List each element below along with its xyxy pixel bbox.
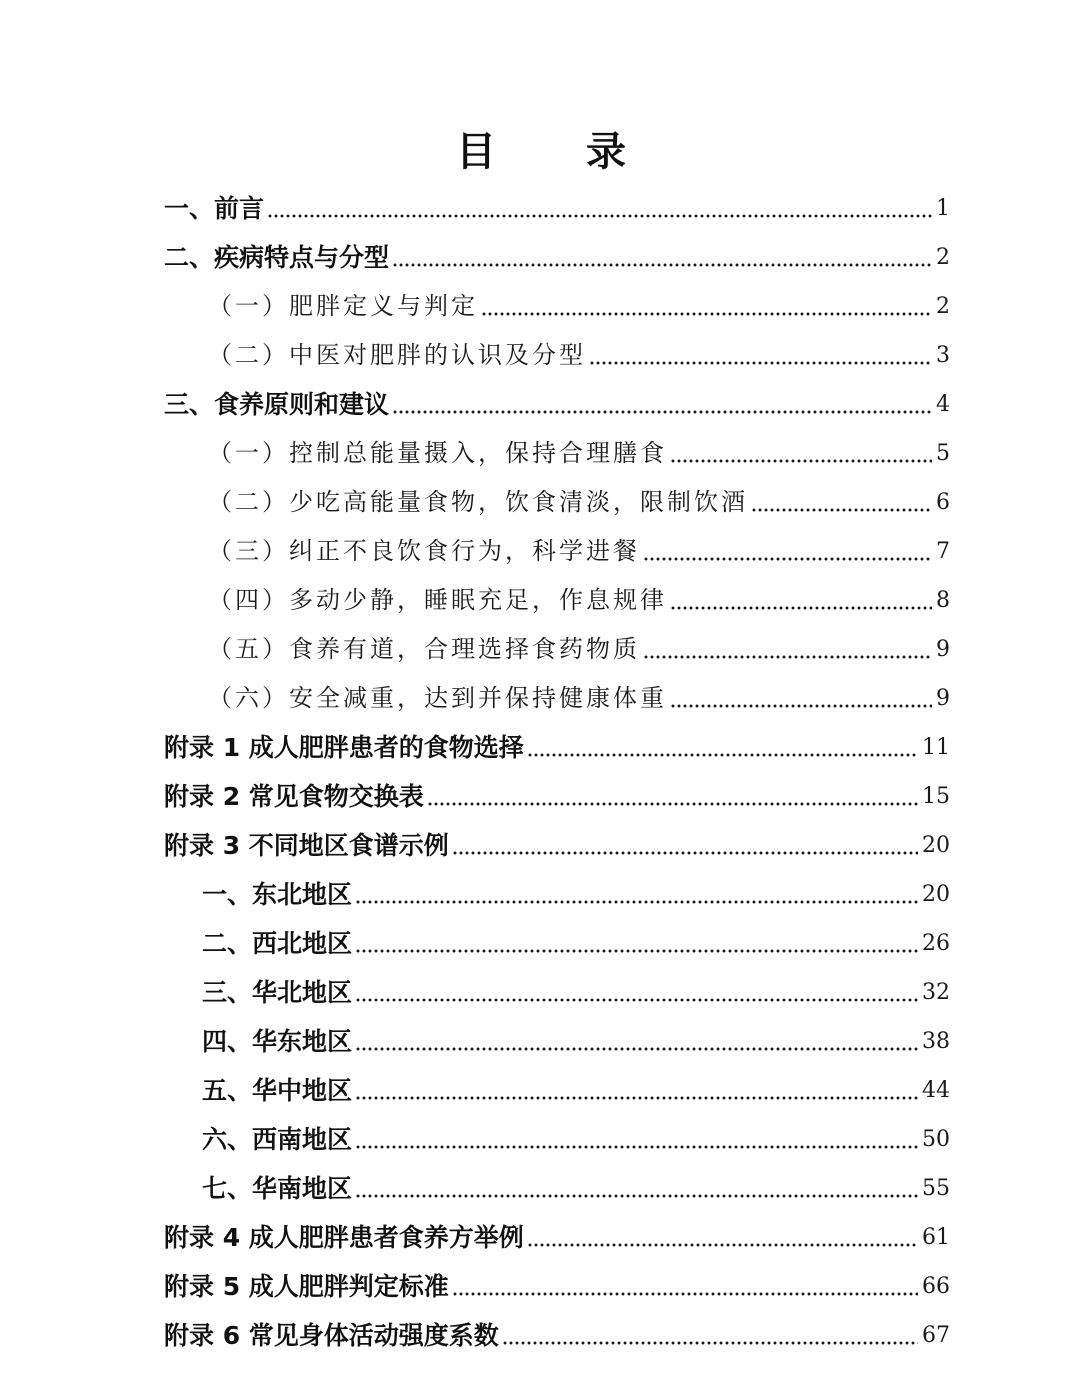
toc-entry-label: （一）控制总能量摄入，保持合理膳食 (208, 439, 667, 467)
toc-entry-label: 一、东北地区 (202, 880, 353, 909)
toc-entry-page: 44 (922, 1078, 950, 1103)
toc-entry-page: 5 (936, 441, 950, 466)
toc-entry-page: 32 (922, 980, 950, 1005)
toc-entry-label: 附录 5 成人肥胖判定标准 (164, 1272, 449, 1301)
toc-leader-dots (452, 850, 918, 856)
toc-entry-obesity-definition[interactable] (208, 282, 950, 331)
toc-leader-dots (392, 409, 932, 415)
toc-leader-dots (481, 311, 932, 317)
toc-entry-label: （六）安全减重，达到并保持健康体重 (208, 684, 667, 712)
toc-leader-dots (643, 556, 932, 562)
toc-entry-label: 二、疾病特点与分型 (164, 243, 390, 272)
toc-leader-dots (355, 1095, 918, 1101)
toc-entry-page: 20 (922, 833, 950, 858)
toc-entry-appendix-5[interactable] (164, 1262, 950, 1311)
toc-entry-label: （一）肥胖定义与判定 (208, 292, 478, 320)
toc-entry-page: 67 (922, 1323, 950, 1348)
toc-entry-region-central[interactable] (202, 1066, 950, 1115)
toc-entry-page: 9 (936, 637, 950, 662)
toc-leader-dots (589, 360, 932, 366)
toc-entry-principle-2[interactable] (208, 478, 950, 527)
toc-entry-label: （五）食养有道，合理选择食药物质 (208, 635, 640, 663)
toc-entry-label: （四）多动少静，睡眠充足，作息规律 (208, 586, 667, 614)
toc-entry-principle-6[interactable] (208, 674, 950, 723)
toc-entry-appendix-4[interactable] (164, 1213, 950, 1262)
toc-entry-page: 9 (936, 686, 950, 711)
toc-leader-dots (355, 948, 918, 954)
toc-entry-page: 6 (936, 490, 950, 515)
toc-entry-label: 四、华东地区 (202, 1027, 353, 1056)
toc-leader-dots (670, 458, 932, 464)
toc-entry-page: 7 (936, 539, 950, 564)
toc-entry-appendix-6[interactable] (164, 1311, 950, 1360)
toc-leader-dots (751, 507, 932, 513)
toc-entry-page: 2 (936, 245, 950, 270)
toc-entry-page: 66 (922, 1274, 950, 1299)
toc-entry-page: 50 (922, 1127, 950, 1152)
toc-entry-label: 附录 2 常见食物交换表 (164, 782, 424, 811)
toc-entry-page: 4 (936, 392, 950, 417)
toc-entry-label: 附录 3 不同地区食谱示例 (164, 831, 449, 860)
toc-entry-label: 附录 4 成人肥胖患者食养方举例 (164, 1223, 524, 1252)
toc-leader-dots (355, 899, 918, 905)
toc-entry-label: 五、华中地区 (202, 1076, 353, 1105)
toc-entry-page: 38 (922, 1029, 950, 1054)
toc-entry-page: 3 (936, 343, 950, 368)
toc-entry-page: 8 (936, 588, 950, 613)
toc-entry-label: 三、华北地区 (202, 978, 353, 1007)
toc-entry-page: 2 (936, 294, 950, 319)
toc-entry-page: 1 (936, 196, 950, 221)
toc-entry-principle-4[interactable] (208, 576, 950, 625)
toc-leader-dots (502, 1340, 918, 1346)
toc-entry-label: 附录 1 成人肥胖患者的食物选择 (164, 733, 524, 762)
toc-entry-page: 55 (922, 1176, 950, 1201)
toc-leader-dots (670, 703, 932, 709)
toc-entry-label: 一、前言 (164, 194, 265, 223)
toc-entry-label: （二）中医对肥胖的认识及分型 (208, 341, 586, 369)
toc-leader-dots (355, 1144, 918, 1150)
toc-leader-dots (267, 213, 932, 219)
toc-entry-preface[interactable] (164, 184, 950, 233)
toc-leader-dots (355, 997, 918, 1003)
toc-leader-dots (670, 605, 932, 611)
toc-entry-tcm-understanding[interactable] (208, 331, 950, 380)
toc-entry-region-southwest[interactable] (202, 1115, 950, 1164)
toc-leader-dots (643, 654, 932, 660)
toc-entry-label: （三）纠正不良饮食行为，科学进餐 (208, 537, 640, 565)
toc-entry-page: 15 (922, 784, 950, 809)
toc-leader-dots (527, 752, 918, 758)
toc-entry-appendix-2[interactable] (164, 772, 950, 821)
toc-entry-region-north[interactable] (202, 968, 950, 1017)
toc-entry-page: 11 (922, 735, 950, 760)
toc-leader-dots (355, 1046, 918, 1052)
toc-leader-dots (427, 801, 918, 807)
toc-entry-region-east[interactable] (202, 1017, 950, 1066)
toc-entry-appendix-3[interactable] (164, 821, 950, 870)
toc-entry-label: 二、西北地区 (202, 929, 353, 958)
toc-entry-region-south[interactable] (202, 1164, 950, 1213)
toc-entry-appendix-1[interactable] (164, 723, 950, 772)
toc-entry-label: 附录 6 常见身体活动强度系数 (164, 1321, 499, 1350)
toc-entry-label: 六、西南地区 (202, 1125, 353, 1154)
toc-entry-label: （二）少吃高能量食物，饮食清淡，限制饮酒 (208, 488, 748, 516)
toc-leader-dots (392, 262, 932, 268)
toc-entry-principle-3[interactable] (208, 527, 950, 576)
toc-entry-page: 20 (922, 882, 950, 907)
toc-entry-page: 26 (922, 931, 950, 956)
toc-entry-disease-features[interactable] (164, 233, 950, 282)
toc-leader-dots (355, 1193, 918, 1199)
toc-entry-principle-1[interactable] (208, 429, 950, 478)
toc-entry-label: 七、华南地区 (202, 1174, 353, 1203)
toc-entry-region-northeast[interactable] (202, 870, 950, 919)
toc-entry-principle-5[interactable] (208, 625, 950, 674)
toc-entry-label: 三、食养原则和建议 (164, 390, 390, 419)
toc-leader-dots (452, 1291, 918, 1297)
toc-leader-dots (527, 1242, 918, 1248)
toc-title: 目 录 (456, 129, 664, 175)
toc-entry-page: 61 (922, 1225, 950, 1250)
toc-entry-region-northwest[interactable] (202, 919, 950, 968)
toc-entry-diet-principles[interactable] (164, 380, 950, 429)
